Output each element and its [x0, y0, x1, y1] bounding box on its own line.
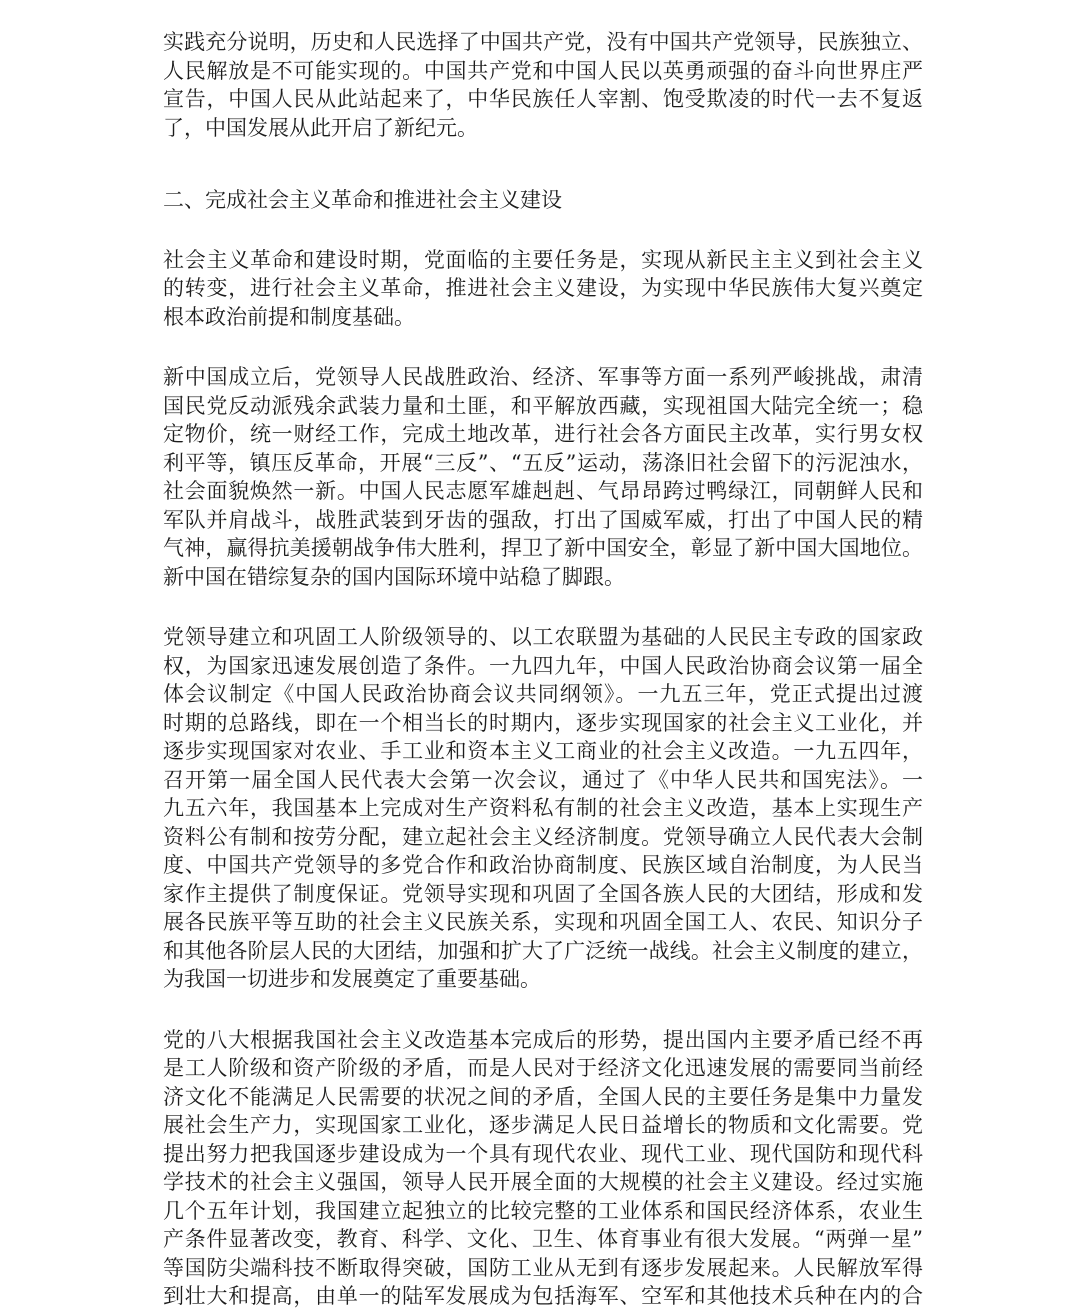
text-line: 展社会生产力，实现国家工业化，逐步满足人民日益增长的物质和文化需要。党	[163, 1113, 923, 1137]
text-line: 资料公有制和按劳分配，建立起社会主义经济制度。党领导确立人民代表大会制	[163, 824, 923, 849]
text-line: 召开第一届全国人民代表大会第一次会议，通过了《中华人民共和国宪法》。一	[163, 767, 923, 792]
text-line: 到壮大和提高，由单一的陆军发展成为包括海军、空军和其他技术兵种在内的合	[163, 1284, 923, 1308]
text-line: 等国防尖端科技不断取得突破，国防工业从无到有逐步发展起来。人民解放军得	[163, 1255, 923, 1280]
text-line: 军队并肩战斗，战胜武装到牙齿的强敌，打出了国威军威，打出了中国人民的精	[163, 507, 923, 532]
text-line: 气神，赢得抗美援朝战争伟大胜利，捍卫了新中国安全，彰显了新中国大国地位。	[163, 536, 923, 560]
text-line: 产条件显著改变，教育、科学、文化、卫生、体育事业有很大发展。“两弹一星”	[163, 1227, 923, 1251]
paragraph-new-china	[163, 363, 923, 591]
text-line: 了，中国发展从此开启了新纪元。	[163, 115, 478, 140]
document-body	[163, 0, 923, 1311]
paragraph-eighth-congress	[163, 1026, 923, 1311]
text-line: 权，为国家迅速发展创造了条件。一九四九年，中国人民政治协商会议第一届全	[163, 653, 923, 678]
text-line: 新中国在错综复杂的国内国际环境中站稳了脚跟。	[163, 564, 625, 589]
paragraph-tasks	[163, 246, 923, 332]
text-line: 人民解放是不可能实现的。中国共产党和中国人民以英勇顽强的奋斗向世界庄严	[163, 58, 923, 83]
section-heading	[163, 186, 923, 215]
text-line: 提出努力把我国逐步建设成为一个具有现代农业、现代工业、现代国防和现代科	[163, 1141, 923, 1166]
text-line: 宣告，中国人民从此站起来了，中华民族任人宰割、饱受欺凌的时代一去不复返	[163, 87, 923, 111]
text-line: 实践充分说明，历史和人民选择了中国共产党，没有中国共产党领导，民族独立、	[163, 30, 923, 54]
text-line: 济文化不能满足人民需要的状况之间的矛盾，全国人民的主要任务是集中力量发	[163, 1084, 923, 1109]
heading-line: 二、完成社会主义革命和推进社会主义建设	[163, 188, 562, 212]
text-line: 根本政治前提和制度基础。	[163, 304, 415, 329]
text-line: 是工人阶级和资产阶级的矛盾，而是人民对于经济文化迅速发展的需要同当前经	[163, 1056, 923, 1080]
text-line: 国民党反动派残余武装力量和土匪，和平解放西藏，实现祖国大陆完全统一；稳	[163, 393, 923, 418]
text-line: 展各民族平等互助的社会主义民族关系，实现和巩固全国工人、农民、知识分子	[163, 910, 923, 934]
text-line: 社会面貌焕然一新。中国人民志愿军雄赳赳、气昂昂跨过鸭绿江，同朝鲜人民和	[163, 479, 923, 503]
text-line: 定物价，统一财经工作，完成土地改革，进行社会各方面民主改革，实行男女权	[163, 422, 923, 446]
text-line: 家作主提供了制度保证。党领导实现和巩固了全国各族人民的大团结，形成和发	[163, 881, 923, 906]
text-line: 和其他各阶层人民的大团结，加强和扩大了广泛统一战线。社会主义制度的建立，	[163, 938, 923, 963]
text-line: 党领导建立和巩固工人阶级领导的、以工农联盟为基础的人民民主专政的国家政	[163, 625, 923, 649]
paragraph-state-power	[163, 623, 923, 994]
text-line: 社会主义革命和建设时期，党面临的主要任务是，实现从新民主主义到社会主义	[163, 247, 923, 272]
paragraph-conclusion	[163, 0, 923, 142]
text-line: 度、中国共产党领导的多党合作和政治协商制度、民族区域自治制度，为人民当	[163, 853, 923, 877]
text-line: 利平等，镇压反革命，开展“三反”、“五反”运动，荡涤旧社会留下的污泥浊水，	[163, 450, 923, 475]
text-line: 逐步实现国家对农业、手工业和资本主义工商业的社会主义改造。一九五四年，	[163, 739, 923, 763]
text-line: 新中国成立后，党领导人民战胜政治、经济、军事等方面一系列严峻挑战，肃清	[163, 365, 923, 389]
text-line: 九五六年，我国基本上完成对生产资料私有制的社会主义改造，基本上实现生产	[163, 796, 923, 820]
text-line: 学技术的社会主义强国，领导人民开展全面的大规模的社会主义建设。经过实施	[163, 1170, 923, 1194]
text-line: 体会议制定《中国人民政治协商会议共同纲领》。一九五三年，党正式提出过渡	[163, 682, 923, 706]
text-line: 党的八大根据我国社会主义改造基本完成后的形势，提出国内主要矛盾已经不再	[163, 1027, 923, 1052]
text-line: 时期的总路线，即在一个相当长的时期内，逐步实现国家的社会主义工业化，并	[163, 710, 923, 735]
text-line: 的转变，进行社会主义革命，推进社会主义建设，为实现中华民族伟大复兴奠定	[163, 276, 923, 300]
text-line: 为我国一切进步和发展奠定了重要基础。	[163, 967, 541, 991]
text-line: 几个五年计划，我国建立起独立的比较完整的工业体系和国民经济体系，农业生	[163, 1198, 923, 1223]
